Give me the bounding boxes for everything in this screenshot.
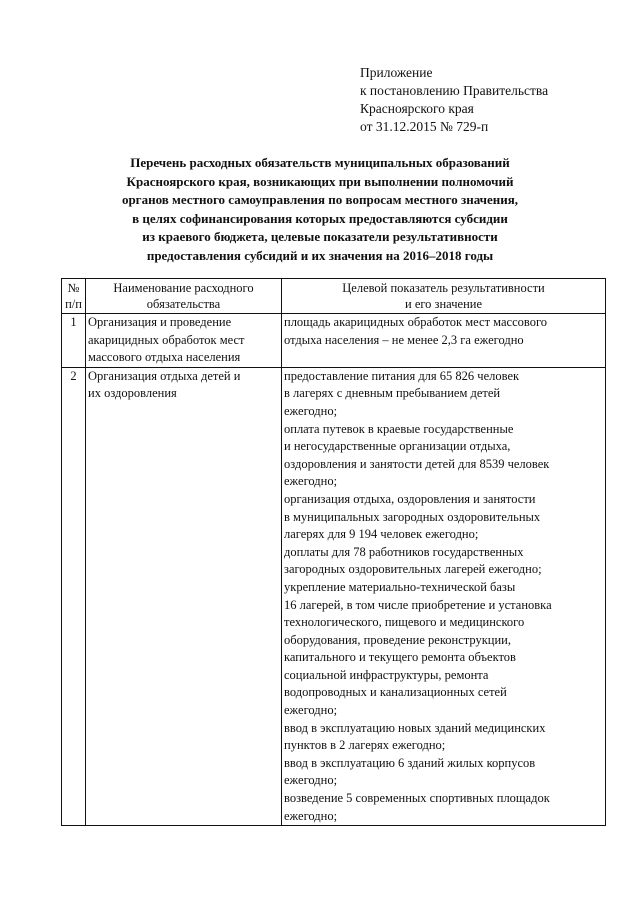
title-line: из краевого бюджета, целевые показатели результативности <box>142 229 498 244</box>
table-row <box>62 314 606 368</box>
target-indicator-line: лагерях для 9 194 человек ежегодно; <box>284 527 479 542</box>
target-indicator-line: площадь акарицидных обработок мест массового <box>284 315 548 329</box>
header-line: обязательства <box>146 297 221 311</box>
target-indicator-line: ежегодно; <box>284 403 338 418</box>
target-indicator-line: в муниципальных загородных оздоровительных <box>284 509 541 524</box>
row-number: 1 <box>62 314 86 368</box>
row-target-indicator <box>282 314 606 368</box>
appendix-line: Красноярского края <box>360 101 474 116</box>
title-line: Красноярского края, возникающих при выполнении полномочий <box>126 173 514 189</box>
target-indicator-line: ввод в эксплуатацию 6 зданий жилых корпусов <box>284 755 536 770</box>
target-indicator-line: водопроводных и канализационных сетей <box>284 685 507 700</box>
appendix-line: Приложение <box>360 65 433 80</box>
title-line: Перечень расходных обязательств муниципальных образований <box>130 155 510 170</box>
row-obligation-name <box>86 314 282 368</box>
row-obligation-name <box>86 367 282 825</box>
obligation-name-line: акарицидных обработок мест <box>88 332 245 347</box>
target-indicator-line: ежегодно; <box>284 808 338 823</box>
target-indicator-line: и негосударственные организации отдыха, <box>284 439 511 454</box>
obligations-table <box>61 278 606 826</box>
table-row <box>62 367 606 825</box>
target-indicator-line: предоставление питания для 65 826 человек <box>284 368 520 383</box>
target-indicator-line: пунктов в 2 лагерях ежегодно; <box>284 738 446 753</box>
appendix-line: к постановлению Правительства <box>360 83 549 98</box>
target-indicator-line: капитального и текущего ремонта объектов <box>284 650 516 665</box>
header-line: № <box>67 281 80 295</box>
title-line: предоставления субсидий и их значения на 2016–2018 годы <box>146 247 494 263</box>
target-indicator-line: ежегодно; <box>284 474 338 489</box>
target-indicator-line: технологического, пищевого и медицинского <box>284 615 525 630</box>
target-indicator-line: загородных оздоровительных лагерей ежегодно; <box>284 562 542 577</box>
document-title <box>70 154 570 265</box>
title-line: органов местного самоуправления по вопросам местного значения, <box>121 192 519 207</box>
title-line: в целях софинансирования которых предоставляются субсидии <box>132 210 508 226</box>
target-indicator-line: организация отдыха, оздоровления и занятости <box>284 491 536 506</box>
header-obligation-name <box>86 279 282 314</box>
header-line: п/п <box>65 297 82 311</box>
row-number: 2 <box>62 367 86 825</box>
row-target-indicator <box>282 367 606 825</box>
obligation-name-line: их оздоровления <box>88 386 177 401</box>
appendix-line: от 31.12.2015 № 729-п <box>360 119 489 134</box>
header-number <box>62 279 86 314</box>
obligation-name-line: массового отдыха населения <box>88 350 241 365</box>
target-indicator-line: укрепление материально-технической базы <box>284 579 516 594</box>
appendix-block <box>360 64 548 136</box>
target-indicator-line: ввод в эксплуатацию новых зданий медицинских <box>284 720 546 735</box>
target-indicator-line: оплата путевок в краевые государственные <box>284 421 514 436</box>
header-line: Целевой показатель результативности <box>342 281 545 295</box>
obligation-name-line: Организация отдыха детей и <box>88 368 241 383</box>
target-indicator-line: ежегодно; <box>284 773 338 788</box>
table-header-row <box>62 279 606 314</box>
target-indicator-line: оздоровления и занятости детей для 8539 человек <box>284 456 550 471</box>
target-indicator-line: возведение 5 современных спортивных площадок <box>284 791 550 806</box>
header-line: и его значение <box>405 297 482 311</box>
header-target-indicator <box>282 279 606 314</box>
target-indicator-line: оборудования, проведение реконструкции, <box>284 632 511 647</box>
target-indicator-line: ежегодно; <box>284 703 338 718</box>
obligation-name-line: Организация и проведение <box>88 315 232 329</box>
table-body <box>62 314 606 826</box>
header-line: Наименование расходного <box>113 281 254 295</box>
target-indicator-line: доплаты для 78 работников государственных <box>284 544 524 559</box>
target-indicator-line: в лагерях с дневным пребыванием детей <box>284 386 501 401</box>
target-indicator-line: отдыха населения – не менее 2,3 га ежегодно <box>284 332 524 347</box>
target-indicator-line: 16 лагерей, в том числе приобретение и установка <box>284 597 552 612</box>
target-indicator-line: социальной инфраструктуры, ремонта <box>284 667 489 682</box>
